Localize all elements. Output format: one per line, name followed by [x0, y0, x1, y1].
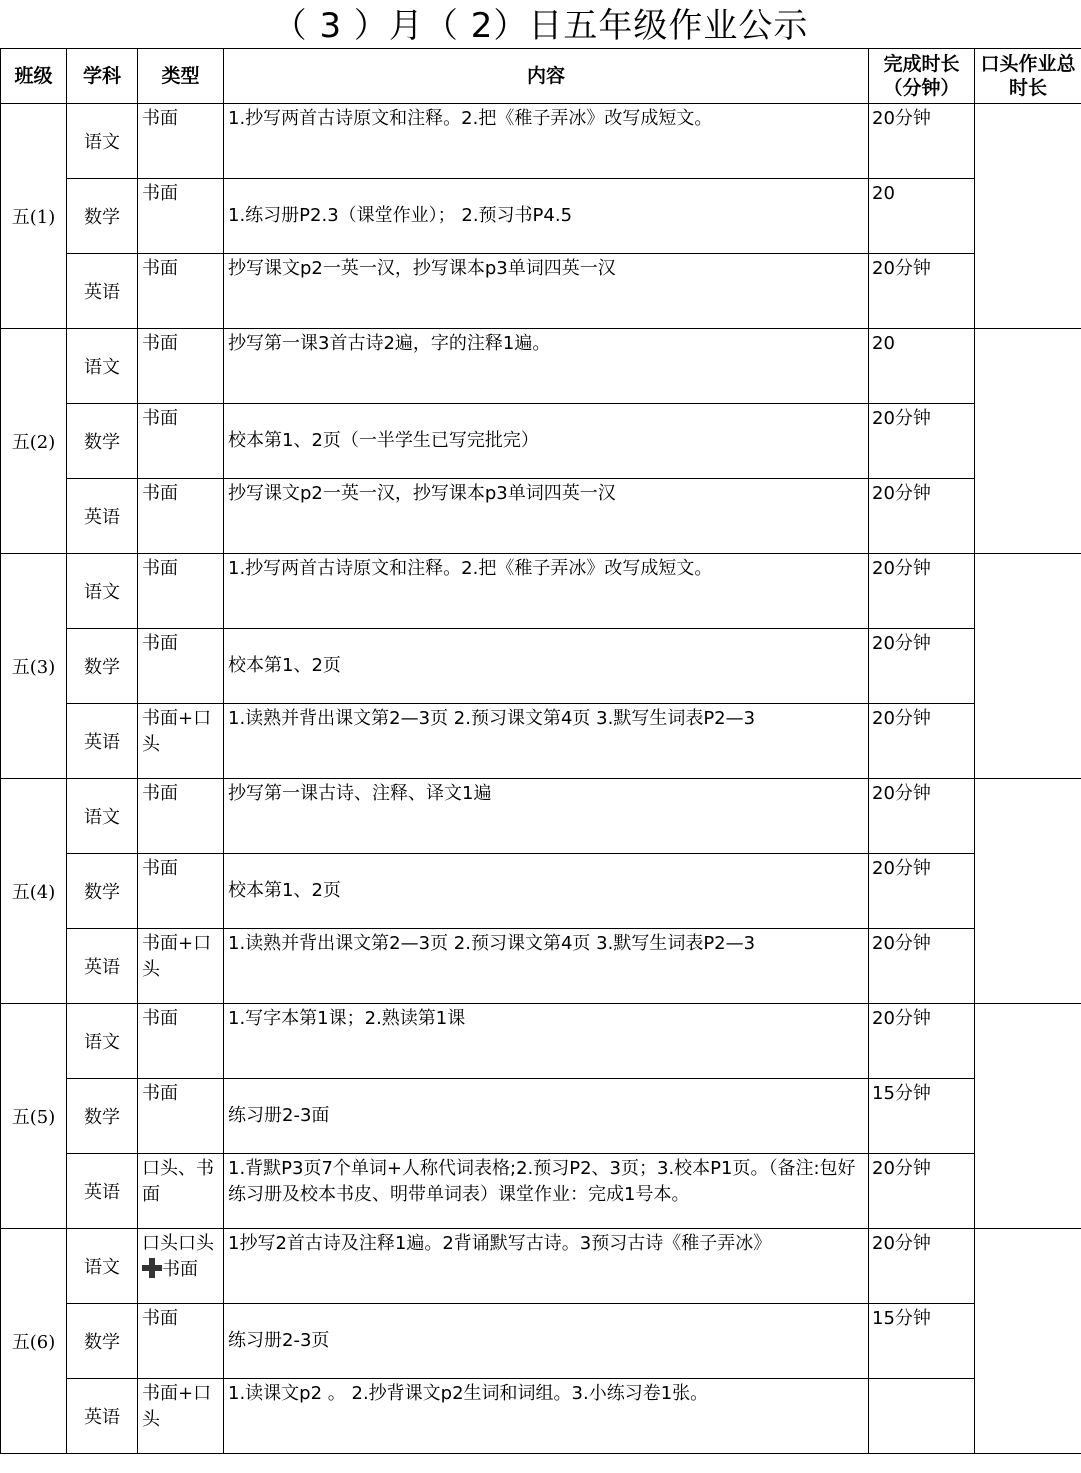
header-oral-total: 口头作业总时长 [975, 49, 1081, 104]
type-cell [138, 1229, 224, 1304]
class-cell: 五(3) [1, 554, 67, 779]
oral-total-cell [975, 779, 1081, 1004]
subject-cell: 英语 [67, 704, 138, 779]
table-row [1, 479, 1081, 554]
table-row [1, 1004, 1081, 1079]
type-cell: 书面 [138, 854, 224, 929]
type-cell: 书面 [138, 779, 224, 854]
header-row [1, 49, 1081, 104]
table-row [1, 854, 1081, 929]
duration-cell [869, 1379, 975, 1454]
type-cell: 书面+口头 [138, 1379, 224, 1454]
content-cell: 1抄写2首古诗及注释1遍。2背诵默写古诗。3预习古诗《稚子弄冰》 [224, 1229, 869, 1304]
subject-cell: 数学 [67, 404, 138, 479]
table-row [1, 1304, 1081, 1379]
content-cell: 抄写第一课3首古诗2遍，字的注释1遍。 [224, 329, 869, 404]
class-cell: 五(6) [1, 1229, 67, 1454]
type-cell: 书面 [138, 104, 224, 179]
content-cell: 1.抄写两首古诗原文和注释。2.把《稚子弄冰》改写成短文。 [224, 104, 869, 179]
duration-cell: 20分钟 [869, 704, 975, 779]
duration-cell: 20 [869, 329, 975, 404]
subject-cell: 数学 [67, 179, 138, 254]
content-cell: 校本第1、2页 [224, 629, 869, 704]
header-class: 班级 [1, 49, 67, 104]
content-cell: 抄写课文p2一英一汉，抄写课本p3单词四英一汉 [224, 479, 869, 554]
type-cell: 书面 [138, 554, 224, 629]
subject-cell: 英语 [67, 1154, 138, 1229]
page-title: （ 3 ）月（ 2）日五年级作业公示 [272, 6, 809, 46]
type-cell: 书面 [138, 479, 224, 554]
type-cell: 书面+口头 [138, 704, 224, 779]
subject-cell: 英语 [67, 1379, 138, 1454]
duration-cell: 15分钟 [869, 1304, 975, 1379]
content-cell: 练习册2-3面 [224, 1079, 869, 1154]
duration-cell: 20分钟 [869, 779, 975, 854]
subject-cell: 数学 [67, 854, 138, 929]
class-cell: 五(4) [1, 779, 67, 1004]
oral-total-cell [975, 1229, 1081, 1454]
oral-total-cell [975, 329, 1081, 554]
content-cell: 1.抄写两首古诗原文和注释。2.把《稚子弄冰》改写成短文。 [224, 554, 869, 629]
oral-total-cell [975, 554, 1081, 779]
content-cell: 校本第1、2页（一半学生已写完批完） [224, 404, 869, 479]
header-duration: 完成时长（分钟） [869, 49, 975, 104]
subject-cell: 英语 [67, 254, 138, 329]
content-cell: 1.背默P3页7个单词+人称代词表格;2.预习P2、3页；3.校本P1页。（备注:包好练习册及校本书皮、明带单词表）课堂作业：完成1号本。 [224, 1154, 869, 1229]
type-cell: 书面 [138, 1079, 224, 1154]
duration-cell: 20 [869, 179, 975, 254]
duration-cell: 20分钟 [869, 404, 975, 479]
type-text: 书面 [162, 1259, 198, 1280]
subject-cell: 数学 [67, 1304, 138, 1379]
duration-cell: 20分钟 [869, 104, 975, 179]
type-cell: 书面 [138, 629, 224, 704]
subject-cell: 英语 [67, 929, 138, 1004]
content-cell: 1.读课文p2 。 2.抄背课文p2生词和词组。3.小练习卷1张。 [224, 1379, 869, 1454]
header-subject: 学科 [67, 49, 138, 104]
table-row [1, 404, 1081, 479]
duration-cell: 20分钟 [869, 254, 975, 329]
duration-cell: 20分钟 [869, 854, 975, 929]
type-cell: 口头、书面 [138, 1154, 224, 1229]
subject-cell: 语文 [67, 104, 138, 179]
type-text: 口头口头 [142, 1233, 214, 1254]
duration-cell: 20分钟 [869, 1004, 975, 1079]
content-cell: 1.写字本第1课；2.熟读第1课 [224, 1004, 869, 1079]
type-cell: 书面 [138, 1004, 224, 1079]
type-cell: 书面 [138, 329, 224, 404]
table-row [1, 254, 1081, 329]
table-row [1, 704, 1081, 779]
type-cell: 书面+口头 [138, 929, 224, 1004]
class-cell: 五(1) [1, 104, 67, 329]
type-cell: 书面 [138, 1304, 224, 1379]
subject-cell: 语文 [67, 779, 138, 854]
duration-cell: 20分钟 [869, 479, 975, 554]
content-cell: 抄写课文p2一英一汉，抄写课本p3单词四英一汉 [224, 254, 869, 329]
header-content: 内容 [224, 49, 869, 104]
table-row [1, 1154, 1081, 1229]
duration-cell: 20分钟 [869, 1229, 975, 1304]
homework-table [0, 48, 1081, 1454]
table-row [1, 1379, 1081, 1454]
table-row [1, 104, 1081, 179]
type-cell: 书面 [138, 179, 224, 254]
duration-cell: 20分钟 [869, 554, 975, 629]
plus-icon [142, 1258, 162, 1278]
table-row [1, 554, 1081, 629]
duration-cell: 15分钟 [869, 1079, 975, 1154]
content-cell: 练习册2-3页 [224, 1304, 869, 1379]
duration-cell: 20分钟 [869, 1154, 975, 1229]
subject-cell: 语文 [67, 1229, 138, 1304]
subject-cell: 英语 [67, 479, 138, 554]
subject-cell: 数学 [67, 1079, 138, 1154]
table-row [1, 329, 1081, 404]
subject-cell: 语文 [67, 329, 138, 404]
header-type: 类型 [138, 49, 224, 104]
oral-total-cell [975, 1004, 1081, 1229]
oral-total-cell [975, 104, 1081, 329]
subject-cell: 语文 [67, 1004, 138, 1079]
content-cell: 校本第1、2页 [224, 854, 869, 929]
subject-cell: 语文 [67, 554, 138, 629]
content-cell: 1.练习册P2.3（课堂作业）； 2.预习书P4.5 [224, 179, 869, 254]
duration-cell: 20分钟 [869, 929, 975, 1004]
content-cell: 1.读熟并背出课文第2—3页 2.预习课文第4页 3.默写生词表P2—3 [224, 704, 869, 779]
table-row [1, 929, 1081, 1004]
table-row [1, 779, 1081, 854]
table-row [1, 179, 1081, 254]
class-cell: 五(2) [1, 329, 67, 554]
type-cell: 书面 [138, 404, 224, 479]
table-row [1, 1229, 1081, 1304]
content-cell: 抄写第一课古诗、注释、译文1遍 [224, 779, 869, 854]
class-cell: 五(5) [1, 1004, 67, 1229]
duration-cell: 20分钟 [869, 629, 975, 704]
subject-cell: 数学 [67, 629, 138, 704]
content-cell: 1.读熟并背出课文第2—3页 2.预习课文第4页 3.默写生词表P2—3 [224, 929, 869, 1004]
table-row [1, 629, 1081, 704]
type-cell: 书面 [138, 254, 224, 329]
table-row [1, 1079, 1081, 1154]
